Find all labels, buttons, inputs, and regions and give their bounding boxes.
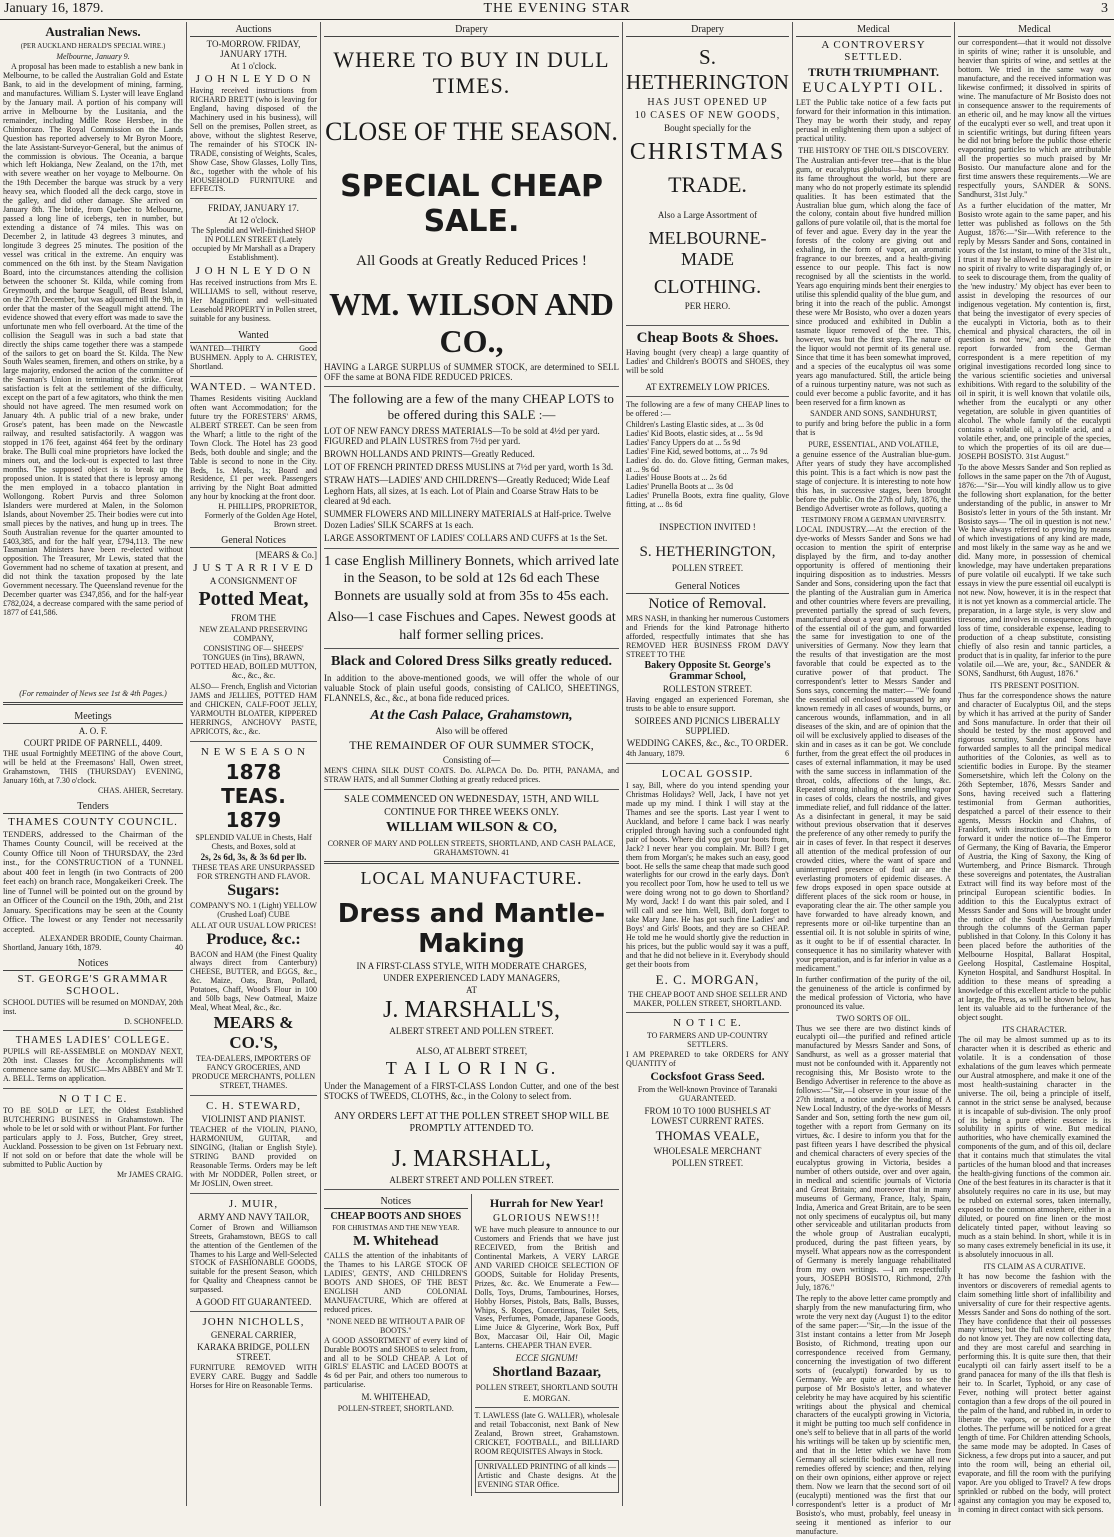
also-albert: ALSO, AT ALBERT STREET,: [415, 1045, 528, 1056]
news-subtitle: (PER AUCKLAND HERALD'S SPECIAL WIRE.): [20, 42, 166, 50]
meeting-title: A. O. F.: [78, 726, 108, 736]
price-line: Ladies' Fancy Uppers do at ... 5s 9d: [626, 437, 741, 447]
ad-cash-palace: At the Cash Palace, Grahamstown,: [370, 707, 573, 723]
school-body: SCHOOL DUTIES will be resumed on MONDAY, 20th inst.: [3, 998, 183, 1017]
med2-body-4: Thus far the correspondence shows the nature and character of Eucalyptus Oil, and the steps by which it has arrived at the purity of Sander and Sons manufacture. In order that their oil should be tested by the most approved and rigorous scrutiny, Sander and Sons have forwarded samples to all the principal medical authorities of the Colonies, as well as to scientific bodies in Europe. By the steamer Somersetshire, which left the Colony on the 26th September, 1876, Messrs Sander and Sons, having received such a flattering testimonial from German authorities, despatched a parcel of their essence to their agents, Messrs Hockin and Chahns, of Frankfort, with instructions to that firm to forward it under the notice of—The Emperor of Germany, the King of Bavaria, the Emperor of Austria, the King of Saxony, the King of Wurtemberg, and Prince Bismarck. Through these sovereigns and potentates, the Australian Extract will find its way before most of the principal European scientific bodies. In addition to this the Eucalyptus extract of Messrs Sander and Sons will be brought under the notice of the South Australian family through the columns of the German paper published in that Colony. In this Colony it has been placed before the authorities of the Melbourne Hospital, Ballarat Hospital, Geelong Hospital, Castlemaine Hospital, Kyneton Hospital, and Sandhurst Hospital. In addition to these means of spreading a knowledge of this excellent article to the public at large, the Press, as will be shown below, has lent its valuable aid to the furtherance of the object sought.: [958, 690, 1111, 1022]
nicholls-body: FURNITURE REMOVED WITH EVERY CARE. Buggy and Saddle Horses for Hire on Reasonable Terms.: [190, 1363, 317, 1391]
price-line: Ladies' House Boots at ... 2s 6d: [626, 473, 727, 483]
wanted-signature: H. PHILLIPS, PROPRIETOR, Formerly of the Golden Age Hotel, Brown street.: [204, 502, 317, 530]
hurrah-body: WE have much pleasure to announce to our Customers and Friends that we have just RECEIVED, from the British and Continental Markets, A VERY LARGE AND VARIED CHOICE SELECTION OF GOODS, Suitable for Holiday Presents, Prizes, &c. &c. We Enumerate a Few— Dolls, Toys, Drums, Tambourines, Horses, Hobby Horses, Pistols, Bats, Balls, Busses, Whips, S. Ropes, Concertinas, Toilet Sets, Vases, Perfumes, Pomade, Japanese Goods, Lime Juice & Glycerine, Work Box, Puff Box, Maccasar Oil, Hair Oil, Magic Lanterns. CHEAPER THAN EVER.: [474, 1224, 619, 1351]
heth-address: POLLEN STREET.: [671, 563, 744, 574]
ad-fischues: Also—1 case Fischues and Capes. Newest goods at half former selling prices.: [327, 610, 616, 643]
muir-body: Corner of Brown and Williamson Streets, Grahamstown, BEGS to call the attention of the Gentlemen of the Thames to his Large and Well-Selected STOCK of FASHIONABLE GOODS, suitable for the present Season, which for Quality and Cheapness cannot be surpassed.: [190, 1222, 317, 1295]
med-body-4: a genuine essence of the Australian blue-gum. After years of study they have accomplished this point. This is a fact which is now past the stage of conjecture. It is interesting to note how this has, in successive stages, been brought before the public. On the 27th of July, 1876, the Bendigo Advertiser wrote as follows, quoting a: [796, 450, 951, 514]
heth-name: S. HETHERINGTON: [626, 45, 789, 94]
council-name: THAMES COUNTY COUNCIL.: [8, 815, 178, 828]
muir-name: J. MUIR,: [228, 1197, 279, 1210]
consisting-list: CONSISTING OF— SHEEPS' TONGUES (in Tins), BRAWN, POTTED HEAD, BOILED MUTTON, &c., &c., &c.: [190, 644, 317, 681]
truth: TRUTH TRIUMPHANT.: [808, 65, 939, 79]
tenders-heading: Tenders: [3, 799, 183, 814]
lot-item: LOT OF FRENCH PRINTED DRESS MUSLINS at 7½d per yard, worth 1s 3d.: [324, 462, 614, 473]
price-line: Ladies' Kid Boots, elastic sides, at ... 5s 9d: [626, 428, 763, 438]
auction-time-2: At 12 o'clock.: [228, 215, 279, 226]
ad-consisting: Consisting of—: [442, 755, 501, 766]
ad-intro: HAVING a LARGE SURPLUS of SUMMER STOCK, are determined to SELL OFF the same at BONA FIDE REDUCED PRICES.: [324, 362, 619, 383]
ad-wilson: WM. WILSON AND CO.,: [329, 286, 614, 359]
wanted-heading: Wanted: [190, 328, 317, 343]
first-class: IN A FIRST-CLASS STYLE, WITH MODERATE CHARGES,: [356, 960, 587, 971]
dress-mantle: Dress and Mantle-Making: [337, 898, 606, 959]
produce-body: BACON and HAM (the Finest Quality always direct from Canterbury) CHEESE, BUTTER, and EGGS, &c., &c. Maize, Oats, Bran, Pollard, Potatoes, Chaff, Wood's Flour in 100 and 50lb bags, New Oatmeal, Maize Meal, Wheat Meal, &c., &c.: [190, 949, 317, 1013]
christmas: CHRISTMAS: [629, 139, 786, 165]
history: THE HISTORY OF THE OIL'S DISCOVERY.: [798, 145, 949, 155]
per-hero: PER HERO.: [684, 301, 731, 311]
ad-following: The following are a few of the many CHEAP LOTS to be offered during this SALE :—: [329, 391, 614, 423]
newspaper-name: THE EVENING STAR: [483, 1, 631, 16]
wedding-date: 4th January, 1879. 6: [626, 748, 789, 758]
issue-date: January 16, 1879.: [4, 1, 104, 16]
from-the: FROM THE: [230, 613, 277, 624]
marshall-sig: J. MARSHALL,: [391, 1145, 552, 1172]
controversy: A CONTROVERSY SETTLED.: [821, 39, 926, 63]
general-notices-heading-2: General Notices: [626, 579, 789, 594]
news-dateline: Melbourne, January 9.: [56, 52, 130, 61]
tender-signature: ALEXANDER BRODIE, County Chairman.: [39, 934, 183, 944]
ad-reduced: All Goods at Greatly Reduced Prices !: [356, 253, 587, 269]
masthead: [0, 0, 1114, 20]
mears-body: TEA-DEALERS, IMPORTERS OF FANCY GROCERIES, AND PRODUCE MERCHANTS, POLLEN STREET, THAMES.: [191, 1054, 316, 1091]
tender-body: TENDERS, addressed to the Chairman of the Thames County Council, will be received at the County Office till Noon of THURSDAY, the 23rd inst., for the CONSTRUCTION of a TUNNEL about 400 feet in length (in two Contracts of 200 feet each) on branch race, Mongakeikeri Creek. The line of Tunnel will be pointed out on the ground by an Officer of the Council on the 19th, 20th, and 21st January. Specifications may be seen at the County Office. The lowest or any Tender not necessarily accepted.: [3, 828, 183, 934]
drapery-heading-2: Drapery: [626, 22, 789, 37]
notices-heading-2: Notices: [324, 1194, 468, 1209]
med-body-5: In further confirmation of the purity of the oil, the genuineness of the article is confirmed by the medical profession of Victoria, who have pronounced its value.: [796, 974, 951, 1011]
glorious: GLORIOUS NEWS!!!: [493, 1212, 601, 1224]
removal: Notice of Removal.: [648, 596, 767, 613]
notices-heading: Notices: [3, 956, 183, 971]
testimony: TESTIMONY FROM A GERMAN UNIVERSITY.: [801, 516, 946, 525]
marshalls-name: J. MARSHALL'S,: [382, 996, 561, 1023]
price-line: Children's Lasting Elastic sides, at ... 3s 0d: [626, 419, 764, 429]
ad-also-offered: Also will be offered: [435, 726, 508, 737]
bushels: FROM 10 TO 1000 BUSHELS AT LOWEST CURRENT RATES.: [644, 1105, 771, 1126]
whitehead-name: M. Whitehead: [353, 1233, 439, 1249]
bakery: Bakery Opposite St. George's Grammar School,: [644, 660, 771, 683]
med2-body-2: As a further elucidation of the matter, Mr Bosisto wrote again to the same paper, and his letter was published as follows on the 5th August, 1876:—"Sir—With reference to the reply by Messrs Sander and Sons, contained in yours of the 1st instant, to mine of the 31st ult., I trust it may be allowed to say that I desire in no spirit of rivalry to write disparagingly of, or to seek to discourage them, from the quality of the 'new industry.' My object has ever been to assist in developing the resources of our indigenous vegetation. My contention is, first, that being the investigator of every species of the eucalypti in Victoria, both as to their chemical and physical characters, the oil in question is not 'new,' and, second, that the report forwarded from the German correspondent is a mere repetition of my original investigations recorded long since to the various scientific societies and universal exhibitions. With regard to the solubility of the oil in spirit, it is well known that volatile oils, whether from the eucalypti or any other vegetation, are soluble in given quantities of alcohol. The whole family of the eucalypti contains a volatile oil, a volatile acid, and a volatile ether, and, one principle of the species, to which the properties of its oil are due—JOSEPH BOSISTO. 31st August.": [958, 201, 1111, 461]
cocksfoot-body: From the Well-known Province of Taranaki GUARANTEED.: [637, 1084, 778, 1103]
general-notices-heading: General Notices: [190, 533, 317, 548]
local-gossip: LOCAL GOSSIP.: [661, 767, 754, 780]
ad-wilson-address: CORNER OF MARY AND POLLEN STREETS, SHORTLAND, AND CASH PALACE, GRAHAMSTOWN. 41: [327, 838, 616, 857]
med2-body-1: our correspondent—that it would not dissolve in spirits of wine; rather it is unsoluble, and heavier than spirits of wine, and settles at the bottom. We tried in the same way our manufacture, and the received information was likewise confirmed; it dissolved in spirits of wine. The manufacture of Mr Bosisto does not in consequence answer to the requirements of an etheric oil, and he may know all the virtues of the eucalypti ever so well, and treat upon it in scientific writings, but during fifteen years he did not bring before the public those etheric evaporating particles to which are attributable all the properties so much praised by Mr Bosisto. Our manufacture alone and for the first time answers these requirements.—We are respectfully yours, SANDER & SONS. Sandhurst, 31st July.": [958, 38, 1111, 200]
morgan-sub: THE CHEAP BOOT AND SHOE SELLER AND MAKER, POLLEN STREET, SHORTLAND.: [627, 989, 788, 1008]
bazaar-sig: E. MORGAN.: [523, 1394, 570, 1404]
boots-sub: FOR CHRISTMAS AND THE NEW YEAR.: [332, 1223, 460, 1232]
shop-description: The Splendid and Well-finished SHOP IN POLLEN STREET (Lately occupied by Mr Marshall as a Drapery Establishment).: [191, 226, 316, 263]
auctioneer-name-2: J O H N L E Y D O N: [195, 265, 312, 278]
notice-signature: Mr JAMES CRAIG.: [116, 1169, 183, 1179]
teas-heading: 1878 TEAS. 1879: [221, 759, 286, 832]
sugars-body: COMPANY'S NO. 1 (Light) YELLOW (Crushed Loaf) CUBE: [190, 900, 317, 919]
assortment: Also a Large Assortment of: [657, 210, 758, 220]
soirees: SOIREES AND PICNICS LIBERALLY SUPPLIED.: [634, 715, 781, 736]
clothing: CLOTHING.: [653, 276, 762, 298]
rolleston: ROLLESTON STREET.: [662, 684, 753, 695]
foreman: Having engaged an experienced Foreman, she trusts to be able to ensure support.: [626, 695, 789, 714]
nicholls-name: JOHN NICHOLLS,: [202, 1316, 305, 1329]
hurrah-ad: [472, 1194, 620, 1496]
its-claim: ITS CLAIM AS A CURATIVE.: [983, 1261, 1086, 1271]
lady-managers: UNDER EXPERIENCED LADY MANAGERS,: [383, 972, 560, 983]
wedding: WEDDING CAKES, &c., &c., TO ORDER.: [626, 737, 789, 748]
auction-date: TO-MORROW. FRIDAY, JANUARY 17TH.: [206, 39, 301, 59]
school-name: ST. GEORGE'S GRAMMAR SCHOOL.: [17, 973, 169, 998]
lot-item: SUMMER FLOWERS AND MILLINERY MATERIALS at Half-price. Twelve Dozen Ladies' SILK SCARFS at 1s each.: [324, 509, 611, 531]
mears-name: MEARS & CO.'S,: [213, 1013, 294, 1053]
price-line: Ladies' Fine Kid, sewed bottoms, at ... 7s 9d: [626, 446, 768, 456]
column-drapery-hetherington: [622, 22, 792, 1506]
sugars-body-2: ALL AT OUR USUAL LOW PRICES!: [190, 920, 317, 930]
column-auctions: [186, 22, 320, 1506]
whitehead-body: CALLS the attention of the inhabitants of the Thames to his LARGE STOCK OF LADIES', GENTS', AND CHILDREN'S BOOTS AND SHOES, OF THE BEST ENGLISH AND COLONIAL MANUFACTURE, Which are offered at reduced prices.: [324, 1250, 468, 1314]
whitehead-motto: "NONE NEED BE WITHOUT A PAIR OF BOOTS.": [326, 1316, 466, 1335]
med-local: LOCAL INDUSTRY.—At the erection of the dye-works of Messrs Sander and Sons we had occasion to mention the spirit of enterprise displayed by the firm, and to-day another opportunity is offered of mentioning their inquiring disposition as to industries. Messrs Sander and Sons, considering upon the fact that the planting of the Australian gum in America and other countries where fevers are prevailing, prevented partially the spread of such fevers, manufactured about a year ago small quantities of the essential oil of the gum, and forwarded the same for investigation to one of the universities of Germany. Now they learn that the results of that investigation are the most favorable that could be expected as to the curative power of that product. The correspondent's letter to Messrs Sander and Sons says, concerning the matter:— "We found the essential oil enclosed unsurpassed by any known remedy in all cases of wounds, burns, or cancerous wounds, inflammation, and in all diseases of the skin, and are of opinion that the oil will be exclusively applied to diseases of the skin and in cases as it can be got. We conclude further, from the great effect the oil produces in cases of external inflammation, it may be used with the same success in inflammation of the throat, colds, affections of the lungs, &c. Repeated strong inhaling of the smelling vapor in cases of colds, clears the nostrils, and gives immediate relief, and full riddance of the latter. As a disinfectant in general, it may be said without previous observation that it deserves the preference of any other remedy to purify the air in cases of fever. In that respect it deserves all attention of the medical profession of our crowded cities, where the want of space and uninterrupted presence of foul air are the everlasting promoters of epidemic diseases. A few drops exposed in open space outside at different places of the sick room or house, in evaporating clear the air. The other sample you have forwarded to have already known, and represents more or oil-like turpentine than an essential oil. It is not soluble in spirits of wine, as it ought to be if of essential character. In consequence it has no similarity whatever with your preparation, and is far inferior in value as a medicament.": [796, 525, 951, 973]
muir-fit: A GOOD FIT GUARANTEED.: [195, 1297, 312, 1308]
med-body-6: Thus we see there are two distinct kinds of eucalypti oil—the purified and refined article manufactured by Messrs Sander and Sons, of Sandhurst, as well as a grosser material that must not be confounded with it. Apparently not recognising this, Mr Bosisto wrote to the Bendigo Advertiser in reference to the above as follows:—"Sir,—I observe in your issue of the 27th instant, a notice under the heading of A New Local Industry, of the dye-works of Messrs Sander and Son, setting forth the new gum oil, together with a report from Germany on its virtues, &c. I desire to inform you that for the past fifteen years I have described the physical and chemical characters of every species of the eucalyptus growing in Victoria, besides a number of others outside, over and over again, in medical and scientific journals of Victoria and Great Britain; and moreover that in many museums of Germany, France, Italy, Spain, India, America and Great Britain, are to be seen not only specimens of eucalyptus oil, but many other serviceable and utilitarian products from the whole group of Australian eucalypti, produced, during the past fifteen years, by myself. What appears now as the correspondent of Germany is merely language rehabilitated from my own writings. —I am respectfully yours, JOSEPH BOSISTO, Richmond, 27th July, 1876.": [796, 1023, 951, 1293]
also-list: ALSO— French, English and Victorian JAMS and JELLIES, POTTED HAM and CHICKEN, CALF-FOOT JELLY, YARMOUTH BLOATER, KIPPERED HERRINGS, ANCHOVY PASTE, APRICOTS, &c., &c.: [190, 682, 317, 736]
teas-body-2: THESE TEAS ARE UNSURPASSED FOR STRENGTH AND FLAVOR.: [192, 862, 315, 881]
steward-body: TEACHER of the VIOLIN, PIANO, HARMONIUM, GUITAR, and SINGING, (Italian or English Style). STRING BAND provided on Reasonable Terms. Orders may be left with Mr NODDER, Pollen street, or Mr JOSLIN, Owen street.: [190, 1125, 317, 1188]
page-number: 3: [1101, 1, 1108, 16]
mears-tag: [MEARS & Co.]: [255, 550, 317, 561]
orders: ANY ORDERS LEFT AT THE POLLEN STREET SHOP WILL BE PROMPTLY ATTENDED TO.: [334, 1110, 609, 1135]
auction-date-2: FRIDAY, JANUARY 17.: [208, 203, 299, 214]
heth-opened: HAS JUST OPENED UP: [647, 97, 768, 108]
auction-body: Having received instructions from RICHARD BRETT (who is leaving for England, having disposed of the Machinery used in his business), will Sell on the premises, Pollen street, as above, without the slightest Reserve, The remainder of his STOCK IN-TRADE, consisting of Weights, Scales, Show Case, Show Glasses, Lolly Tins, &c., together with the whole of his HOUSEHOLD FURNITURE and EFFECTS.: [190, 86, 317, 194]
removal-body: MRS NASH, in thanking her numerous Customers and Friends for the kind Patronage hitherto afforded, respectfully intimates that she has REMOVED HER BUSINESS FROM DAVY STREET TO THE: [626, 614, 789, 660]
produce-heading: Produce, &c.:: [206, 930, 301, 948]
med2-body-6: It has now become the fashion with the inventors or discoverers of remedial agents to claim something little short of infallibility and universality of cure for their respective agents. Messrs Sander and Sons do nothing of the sort. They have confidence that their oil possesses many virtues; but the full extent of these they do not know yet. They are now collecting data, and they are most careful and searching in performing this. It is quite sure then, that their eucalypti oil can fairly assert itself to be a grand panacea for many of the ills that flesh is heir to. In Scarlet, Typhoid, or any case of Fever, nothing will protect better against contagion than a few drops of the oil poured in the palm of the hand, and rubbed in, in order to liberate the vapors, or sprinkled over the clothes. The perfume will be noticed for a great length of time. For Children attending Schools, the same mode may be adopted. In Cases of Sickness, a few drops put into a saucer, and put into the room will, being an etherial oil, evaporate, and fill the room with the purifying vapor. Are you obliged to Travel? A few drops sprinkled or rubbed on the body, will protect against any contagion you may be exposed to, in coming in direct contact with sick persons.: [958, 1271, 1111, 1514]
tailoring: T A I L O R I N G.: [385, 1057, 558, 1078]
notice-heading: N O T I C E.: [58, 1093, 128, 1106]
pure: PURE, ESSENTIAL, AND VOLATILE,: [808, 440, 939, 450]
auctioneer-name: J O H N L E Y D O N: [195, 73, 312, 85]
present-position: ITS PRESENT POSITION.: [990, 680, 1079, 690]
meeting-court: COURT PRIDE OF PARNELL, 4409.: [23, 738, 163, 748]
notice-2-sub: TO FARMERS AND UP-COUNTRY SETTLERS.: [646, 1030, 769, 1049]
med-body-2: The Australian anti-fever tree—that is the blue gum, or eucalyptus globulus—has now spread its fame throughout the world, but there are many who do not properly estimate its splendid qualities. It has been estimated that the Australian blue gum, which along the face of the colony, contain about five hundred million gallons of pure volatile oil, that is the mortal foe of fever and ague. Every day in the year the forests of the colony are giving out and exhaling, in the form of vapor, an aromatic fragrance to our breezes, and a health-giving essence to our people. This fact is now recognised by all the scientists in the world. Years ago enquiring minds bent their energies to utilise this splendid quality of the blue gum, and bring it into the reach of the public. Amongst these were Mr Bosisto, who over a dozen years since produced and exhibited in Dublin a tasmate liquor removed of the tree. This, however, was but the first step. The nature of the liquor would not permit of its general use. Since that time it has been somewhat improved, and a species of the eucalyptus oil was some years ago manufactured. Still, the article being of a ruinous turpentiny nature, was not such as could ever become a public favorite, and it has been reserved for a firm known as: [796, 155, 951, 407]
ecce: ECCE SIGNUM!: [515, 1353, 578, 1364]
wanted-title: WANTED. – WANTED.: [190, 380, 317, 393]
news-body: A proposal has been made to establish a new bank in Melbourne, to be called the Australian Gold and Estate Bank, to aid in the development of mining, farming, and manufactures. William S. Lyster will leave England by the January mail. A portion of his company will arrive in Melbourne by the Lusitania, and the remainder, including Mdlle Rose Hersbee, in the Chimborazo. The Royal Commission on the Lands Question has reported adversely to Mr Byron Moore, the late Assistant-Surveyor-General, but the animus of the commission is obvious. The Oceania, a barque which left Hokianga, New Zealand, on the 17th, met with severe weather on her voyage to Melbourne. On the 19th December the barque was struck by a very heavy sea, which flooded all the deck cargo, stove in the galley, and did other damage. She arrived on January 8th. The bride, from Quebec to Melbourne, passed a long line of icebergs, ten in number, but extending a distance of 74 miles. This was on December 2, in latitude 43 degrees 3 minutes, and longitude 3 degrees 25 minutes. The position of the vessel was critical in the extreme. An enquiry was commenced on the 6th inst. by the Steam Navigation Board, into the circumstances attending the collision between the schooner St. Kilda, while coming from Greymouth, and the barque Seagull, off Beast Island, on the 27th December, but was adjourned till the 9th, in order that the master of the Seagull might attend. The evidence showed that every effort was made to save the unfortunate men who fell overboard. At the time of the collision the Seagull was in such a bad state that directly the ships came together there was a stampede of the sailors to get on board the St. Kilda. The New South Wales seamen, firemen, and others on strike, by a large majority, endorsed the action of the committee of the Seaman's Union in terminating the strike. Great satisfaction is felt at the settlement of the difficulty, except on the part of a few agitators, who think the men should not have agreed. The men resumed work on January 4th. A public trial of a new brake, under Grose's patent, has been made on the Newcastle railway, and resulted satisfactorily. A waggon was stopped in 176 feet, against 464 feet by the ordinary brake. The Bulli coal mine proprietors have locked the miners out, and the lock-out is expected to last three months. The supposed object is to break up the proposed union. It is stated that there is leprosy among the men employed in a tobacco plantation in Wollongong. Robert Purvis and three Solomon Islanders were murdered at Malen, in the Solomon Islands, about November 25. Their bodies were cut into small pieces by the natives, and hung up in trees. The South Australian revenue for the quarter amounted to £403,385, and for the half year, £794,113. The new Tasmanian Ministers have been re-elected without opposition. The Treasurer, Mr Lewis, stated that the Government had no scheme of taxation at present, and did not think the taxation proposed by the late Government necessary. The Queensland revenue for the December quarter was £347,856, and for the half-year £782,024, a decrease compared with the same period of 1877 of £41,586.: [3, 62, 183, 618]
column-australian-news: [0, 22, 186, 1506]
two-sorts: TWO SORTS OF OIL.: [836, 1013, 911, 1023]
whitehead-body-2: A GOOD ASSORTMENT of every kind of Durable BOOTS and SHOES to select from, and all to be SOLD CHEAP. A Lot of GIRLS' ELASTIC and LACED BOOTS at 4s 6d per Pair, and others too numerous to particularise.: [324, 1335, 468, 1390]
local-manufacture: LOCAL MANUFACTURE.: [360, 867, 583, 888]
heth-cases: 10 CASES OF NEW GOODS,: [634, 110, 781, 121]
notice-2: N O T I C E.: [673, 1016, 742, 1029]
muir-sub: ARMY AND NAVY TAILOR,: [197, 1211, 310, 1222]
lot-list: [324, 426, 619, 544]
inspection: INSPECTION INVITED !: [659, 522, 756, 533]
tailoring-body: Under the Management of a FIRST-CLASS London Cutter, and one of the best STOCKS of TWEEDS, CLOTHS, &c., in the Colony to select from.: [324, 1080, 619, 1101]
med2-body-3: To the above Messrs Sander and Son replied as follows in the same paper on the 7th of August, 1876:—"Sir—You will kindly allow us to give the following short explanation, for the better understanding of the public, in answer to Mr Bosisto's letter in yours of the 5th instant. Mr Bosisto says— 'The oil in question is not new.' We have always referred to proving by means of which investigations of any kind are made, and most likely in the same way as he and we did. Many more, in possession of chemical knowledge, may have undertaken preparations of pure volatile oil eucalypti. If we take such essays in view the pure essential oil eucalypti is not new. Now, however, it is in the respect that it is not yet known as a commercial article. The preparation, in a large style, is very slow and tiresome, and involves in consequence, through loss of time, considerable expense, leading to production of a cheap substitute, consisting chiefly of also resin and tannic particles, a product that is in quality, far inferior to the pure volatile oil.—We are, your, &c., SANDER & SONS, Sandhurst, 6th August, 1876.": [958, 462, 1111, 678]
med-body-1: LET the Public take notice of a few facts put forward for their information in this intimation. They may be worth their study, and repay perusal in enlightening them upon a subject of practical utility.: [796, 98, 951, 143]
trade: TRADE.: [668, 172, 747, 197]
ad-close-season: CLOSE OF THE SEASON.: [325, 117, 618, 146]
steward-sub: VIOLINIST AND PIANIST.: [201, 1114, 306, 1124]
ladies-body: PUPILS will RE-ASSEMBLE on MONDAY NEXT, 20th inst. Classes for the Accomplishments will commence same day. MUSIC—Mrs ABBEY and Mr T. A. BELL. Terms on application.: [3, 1047, 183, 1084]
ad-remainder: THE REMAINDER OF OUR SUMMER STOCK,: [349, 738, 594, 753]
med2-body-5: The oil may be almost summed up as to its character when it is described as etheric and volatile. It is a condensation of those exhalations of the gum leaves which permeate our Austral atmosphere, and make it one of the most health-sustaining character in the universe. The oil, being a principle of itself, cannot in the strict sense be analysed, because it is incapable of sub-division. The only proof of its being a pure etheric essence is its solubility in spirits of wine. But medical authorities, who have chemically examined the components of the gum, and of this oil, declare that it contains much that stimulates the vital particles of the human blood and that increases the health-giving functions of the common air. One of the best features in its character is that it absolutely requires no care in its use, but may be rubbed on external sores, taken internally, exposed to the common atmosphere, either in a diluted, or poured on fine linen or the most delicately tinted paper, without leaving so much as a stain behind. In short, while it is in so many cases extremely beneficial in its use, it is absolutely innocuous in all.: [958, 1034, 1111, 1259]
price-line: Ladies' Prunella Boots, extra fine quality, Glove fitting, at ... 8s 6d: [626, 491, 789, 510]
printing-ad: UNRIVALLED PRINTING of all kinds — Artistic and Chaste designs. At the EVENING STAR Office.: [475, 1460, 620, 1493]
whitehead-sig: M. WHITEHEAD,: [361, 1392, 431, 1403]
auctions-heading: Auctions: [190, 22, 317, 37]
column-medical-1: [792, 22, 954, 1536]
sugars-heading: Sugars:: [227, 881, 280, 899]
column-medical-2: [954, 22, 1114, 1514]
med-body-7: The reply to the above letter came promptly and sharply from the new manufacturing firm, who wrote the very next day (August 1) to the editor of the same paper:—"Sir,—In the issue of the 31st instant contains a letter from Mr Joseph Bosisto, of Richmond, treating upon our correspondence received from Germany, concerning the investigation of two different sorts of (eucalypti) forwarded by us to Germany. We are quite at a loss to see the purpose of Mr Bosisto's letter, and whatever celebrity he may have acquired by his scientific writings about the physical and chemical characters of the eucalypti growing in Victoria, it might be putting too much self confidence in one's self to believe that in all parts of the world his writings will be taken up by scientific men, and that in the letter which we have from Germany all scientific bodies examine all new remedies offered by science; and then, relying on their own opinions, either approve or reject them. Now we learn that the second sort of oil (eucalypti) mentioned was the first that our correspondent's letter is a product of Mr Bosisto's, who must, probably, feel uneasy in seeing it mentioned as inferior to our manufacture.: [796, 1294, 951, 1536]
notice-body: TO BE SOLD or LET, the Oldest Established BUTCHERING BUSINESS in Grahamstown. The whole to be let or sold with or without Plant. For further particulars apply to J. Foss, Butcher, Grey street, Auckland. Possession to be given on 1st February next. If not sold on or before that date the whole will be submitted to Public Auction by: [3, 1106, 183, 1169]
ad-addition: In addition to the above-mentioned goods, we will offer the whole of our valuable Stock of plain useful goods, consisting of CALICO, SHEETINGS, FLANNELS, &c., &c., at bona fide reduced prices.: [324, 672, 619, 703]
auction-time: At 1 o'clock.: [230, 61, 277, 71]
ladies-college: THAMES LADIES' COLLEGE.: [15, 1035, 171, 1047]
heth-bought: Bought specially for the: [664, 123, 751, 133]
preserving-company: NEW ZEALAND PRESERVING COMPANY,: [199, 625, 308, 644]
teas-body: SPLENDID VALUE in Chests, Half Chests, and Boxes, sold at: [195, 832, 312, 851]
wanted-bushmen: WANTED—THIRTY Good BUSHMEN. Apply to A. CHRISTEY, Shortland.: [190, 344, 317, 371]
boots-ad: [324, 1194, 472, 1496]
ad-special-sale: SPECIAL CHEAP SALE.: [340, 169, 603, 239]
just-arrived: J U S T A R R I V E D: [193, 562, 314, 575]
ad-silks: Black and Colored Dress Silks greatly reduced.: [331, 654, 612, 670]
marshall-address: ALBERT STREET AND POLLEN STREET.: [389, 1025, 554, 1036]
medical-heading: Medical: [796, 22, 951, 37]
ad-mens: MEN'S CHINA SILK DUST COATS. Do. ALPACA Do. Do. PITH, PANAMA, and STRAW HATS, and all Summer Clothing at greatly reduced prices.: [324, 766, 619, 785]
cocksfoot: Cocksfoot Grass Seed.: [650, 1068, 765, 1083]
boots-heading: CHEAP BOOTS AND SHOES: [330, 1210, 462, 1222]
meeting-signature: CHAS. AHIER, Secretary.: [97, 785, 183, 795]
consignment: A CONSIGNMENT OF: [209, 576, 298, 587]
sanders: SANDER AND SONS, SANDHURST,: [810, 409, 937, 419]
meetings-heading: Meetings: [3, 709, 183, 724]
veale-name: THOMAS VEALE,: [655, 1127, 760, 1143]
ad-headline: WHERE TO BUY IN DULL TIMES.: [333, 47, 610, 98]
lawless-ad: T. LAWLESS (late G. WALLER), wholesale and retail Tobacconist, next Bank of New Zealand, Brown street, Grahamstown. CRICKET, FOOTBALL, and BILLIARD ROOM REQUISITES Always in Stock.: [474, 1411, 619, 1457]
potted-meat: Potted Meat,: [198, 588, 309, 611]
price-line: Ladies' do. do. do. Glove fitting, German makes, at ... 9s 6d: [626, 455, 789, 474]
new-season: N E W S E A S O N: [200, 745, 307, 758]
nicholls-sub: GENERAL CARRIER,: [210, 1330, 297, 1341]
lot-item: STRAW HATS—LADIES' AND CHILDREN'S—Greatly Reduced; Wide Leaf Leghorn Hats, all sizes, at 1s each. Lot of Plain and Coarse Straw Hats to be cleared at 9d each.: [324, 474, 610, 507]
following-lines: The following are a few of many CHEAP lines to be offered :—: [626, 399, 789, 418]
cheap-boots: Cheap Boots & Shoes.: [636, 330, 779, 346]
drapery-heading: Drapery: [324, 22, 619, 37]
ad-commenced: SALE COMMENCED ON WEDNESDAY, 15TH, AND WILL CONTINUE FOR THREE WEEKS ONLY.: [344, 794, 599, 818]
bazaar-name: Shortland Bazaar,: [492, 1365, 601, 1381]
news-remainder-note: (For remainder of News see 1st & 4th Pages.): [19, 689, 167, 698]
veale-address: POLLEN STREET.: [671, 1157, 744, 1168]
lot-item: BROWN HOLLANDS AND PRINTS—Greatly Reduced.: [324, 449, 535, 460]
notice-2-body: I AM PREPARED to take ORDERS for ANY QUANTITY of: [626, 1049, 789, 1068]
divider: [3, 702, 183, 705]
nicholls-address: KARAKA BRIDGE, POLLEN STREET.: [197, 1342, 310, 1363]
price-lines: [626, 421, 789, 511]
teas-price: 2s, 2s 6d, 3s, & 3s 6d per lb.: [200, 851, 307, 862]
med-body-3: to purify and bring before the public in a form that is: [796, 419, 951, 438]
low-prices: AT EXTREMELY LOW PRICES.: [645, 381, 770, 392]
steward-name: C. H. STEWARD,: [206, 1100, 301, 1112]
bazaar-address: POLLEN STREET, SHORTLAND SOUTH: [475, 1383, 618, 1393]
at-label: AT: [466, 984, 477, 995]
tender-date: Shortland, January 16th, 1879. 40: [3, 943, 183, 953]
news-title: Australian News.: [45, 24, 141, 39]
lot-item: LOT OF NEW FANCY DRESS MATERIALS—To be sold at 4½d per yard. FIGURED and PLAIN LUSTRES from 7½d per yard.: [324, 425, 600, 447]
heth-name-2: S. HETHERINGTON,: [639, 544, 776, 561]
veale-sub: WHOLESALE MERCHANT: [653, 1145, 762, 1156]
ad-wilson-sig: WILLIAM WILSON & CO,: [386, 820, 557, 836]
gossip-body: I say, Bill, where do you intend spending your Christmas Holidays? Well, Jack, I have not yet made up my mind. I think I will stay at the Thames and see the sports. Last year I went to Auckland, and before I came back I was nearly crippled through having such a confounded tight pair of boots. Where did you get your boots from, Jack? I never hear you complain. Mr. Bill? I get them from Morgan's; he makes such an easy, good boot. He sells the same cheap that made such good waterlights for our crowd in the early days. Don't you recollect poor Tom, how he used to tell us we were doing wrong not to go down to Shortland? My word, Jack! I do want this pair soled, and I will call and see him. Well, Bill, don't forget to take Mary Jane. He has got such fine Ladies' and Boys' and Girls' Boots, and they are so CHEAP. He told me he would shortly give the reduction in his prices, but the public would say it was a puff, and that he did not believe in it. Everybody should get their boots from: [626, 780, 789, 969]
school-signature: D. SCHONFELD.: [124, 1017, 183, 1027]
melbourne-made: MELBOURNE-MADE: [648, 228, 767, 269]
auction-body-2: Has received instructions from Mrs E. WILLIAMS to sell, without reserve, Her Magnificent and well-situated Leasehold PROPERTY in Pollen street, suitable for any business.: [190, 278, 317, 324]
ad-bonnets: 1 case English Millinery Bonnets, which arrived late in the Season, to be sold at 12s 6d each These Bonnets are usually sold at from 35s to 45s each.: [324, 553, 619, 604]
cheap-body: Having bought (very cheap) a large quantity of Ladies' and Children's BOOTS and SHOES, they will be sold: [626, 348, 789, 375]
whitehead-address: POLLEN-STREET, SHORTLAND.: [337, 1404, 454, 1414]
column-drapery-wilson: [320, 22, 622, 1506]
medical-heading-2: Medical: [958, 22, 1111, 37]
price-line: Ladies' Prunella Boots at ... 3s 0d: [626, 482, 733, 492]
eucalypti: EUCALYPTI OIL.: [802, 80, 945, 96]
lot-item: LARGE ASSORTMENT OF LADIES' COLLARS AND CUFFS at 1s the Set.: [324, 532, 608, 543]
wanted-body: Thames Residents visiting Auckland often want Accommodation; for the future try the FORESTERS' ARMS, ALBERT STREET. Can be seen from the Wharf; a little to the right of the Town Clock. The Hotel has 23 good Beds, both double and single; and the Table is second to none in the City. Beds, 1s. Meals, 1s; Board and Residence, £1 per week. Passengers arriving by the Night Boat admitted any hour by knocking at the front door.: [190, 393, 317, 502]
morgan-name: E. C. MORGAN,: [655, 971, 760, 987]
its-character: ITS CHARACTER.: [1002, 1024, 1067, 1034]
hurrah-heading: Hurrah for New Year!: [489, 1195, 604, 1210]
meeting-body: THE usual Fortnightly MEETING of the above Court, will be held at the Freemasons' Hall, Owen street, Grahamstown, THIS (THURSDAY) EVENING, January 16th, at 7.30 o'clock.: [3, 749, 183, 785]
marshall-address-2: ALBERT STREET AND POLLEN STREET.: [389, 1174, 554, 1185]
